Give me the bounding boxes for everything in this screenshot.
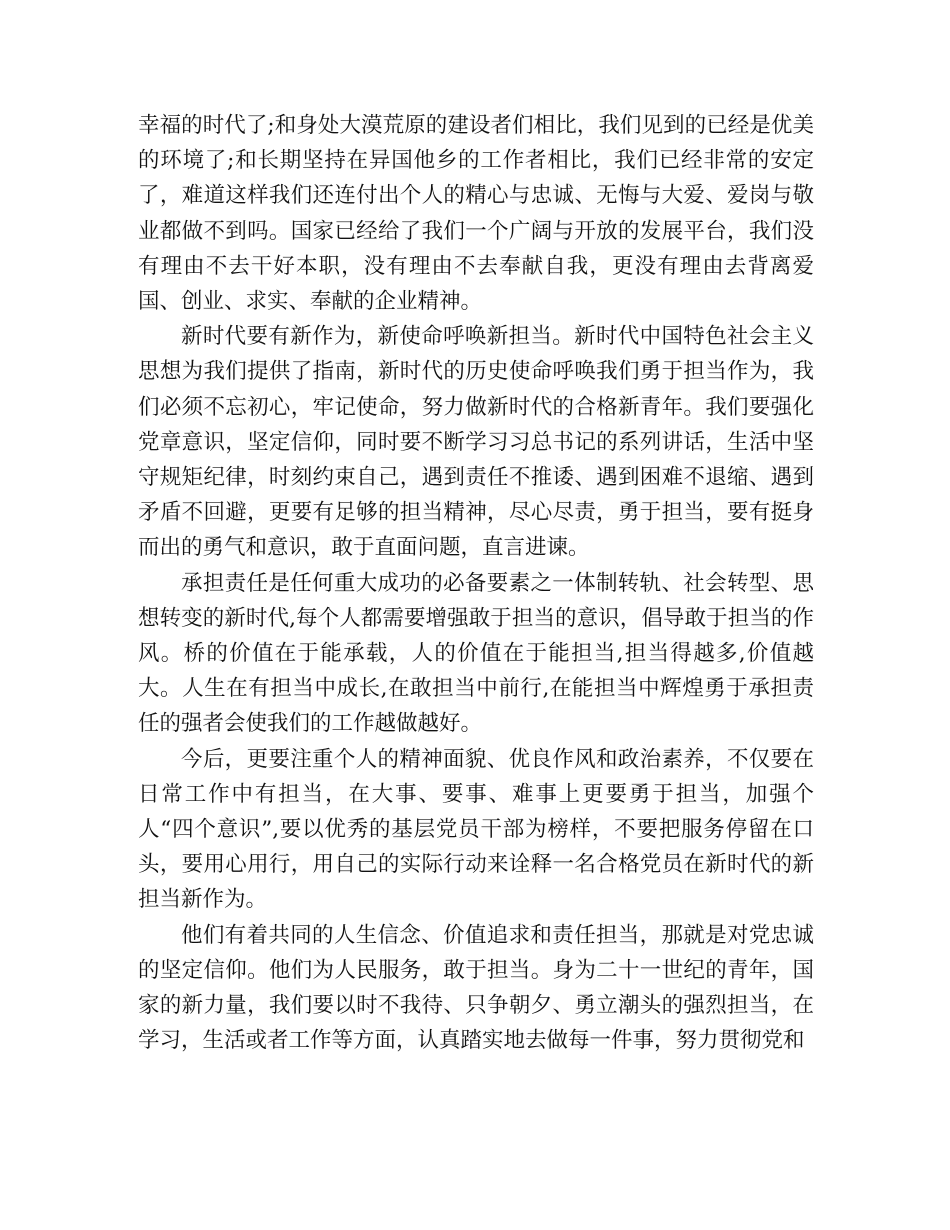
paragraph-2: 新时代要有新作为，新使命呼唤新担当。新时代中国特色社会主义思想为我们提供了指南，新时代的历史使命呼唤我们勇于担当作为，我们必须不忘初心，牢记使命，努力做新时代的合格新青年。我们要强化党章意识，坚定信仰，同时要不断学习习总书记的系列讲话，生活中坚守规矩纪律，时刻约束自己，遇到责任不推诿、遇到困难不退缩、遇到矛盾不回避，更要有足够的担当精神，尽心尽责，勇于担当，要有挺身而出的勇气和意识，敢于直面问题，直言进谏。 xyxy=(138,324,814,561)
paragraph-3: 承担责任是任何重大成功的必备要素之一体制转轨、社会转型、思想转变的新时代,每个人都需要增强敢于担当的意识，倡导敢于担当的作风。桥的价值在于能承载，人的价值在于能担当,担当得越多,价值越大。人生在有担当中成长,在敢担当中前行,在能担当中辉煌勇于承担责任的强者会使我们的工作越做越好。 xyxy=(138,570,814,737)
paragraph-4: 今后，更要注重个人的精神面貌、优良作风和政治素养，不仅要在日常工作中有担当，在大事、要事、难事上更要勇于担当，加强个人“四个意识”,要以优秀的基层党员干部为榜样，不要把服务停留在口头，要用心用行，用自己的实际行动来诠释一名合格党员在新时代的新担当新作为。 xyxy=(138,746,814,913)
paragraph-5: 他们有着共同的人生信念、价值追求和责任担当，那就是对党忠诚的坚定信仰。他们为人民服务，敢于担当。身为二十一世纪的青年，国家的新力量，我们要以时不我待、只争朝夕、勇立潮头的强烈担当，在学习，生活或者工作等方面，认真踏实地去做每一件事，努力贯彻党和 xyxy=(138,922,814,1054)
document-body xyxy=(138,108,814,1058)
paragraph-1: 幸福的时代了;和身处大漠荒原的建设者们相比，我们见到的已经是优美的环境了;和长期坚持在异国他乡的工作者相比，我们已经非常的安定了，难道这样我们还连付出个人的精心与忠诚、无悔与大爱、爱岗与敬业都做不到吗。国家已经给了我们一个广阔与开放的发展平台，我们没有理由不去干好本职，没有理由不去奉献自我，更没有理由去背离爱国、创业、求实、奉献的企业精神。 xyxy=(138,113,814,315)
